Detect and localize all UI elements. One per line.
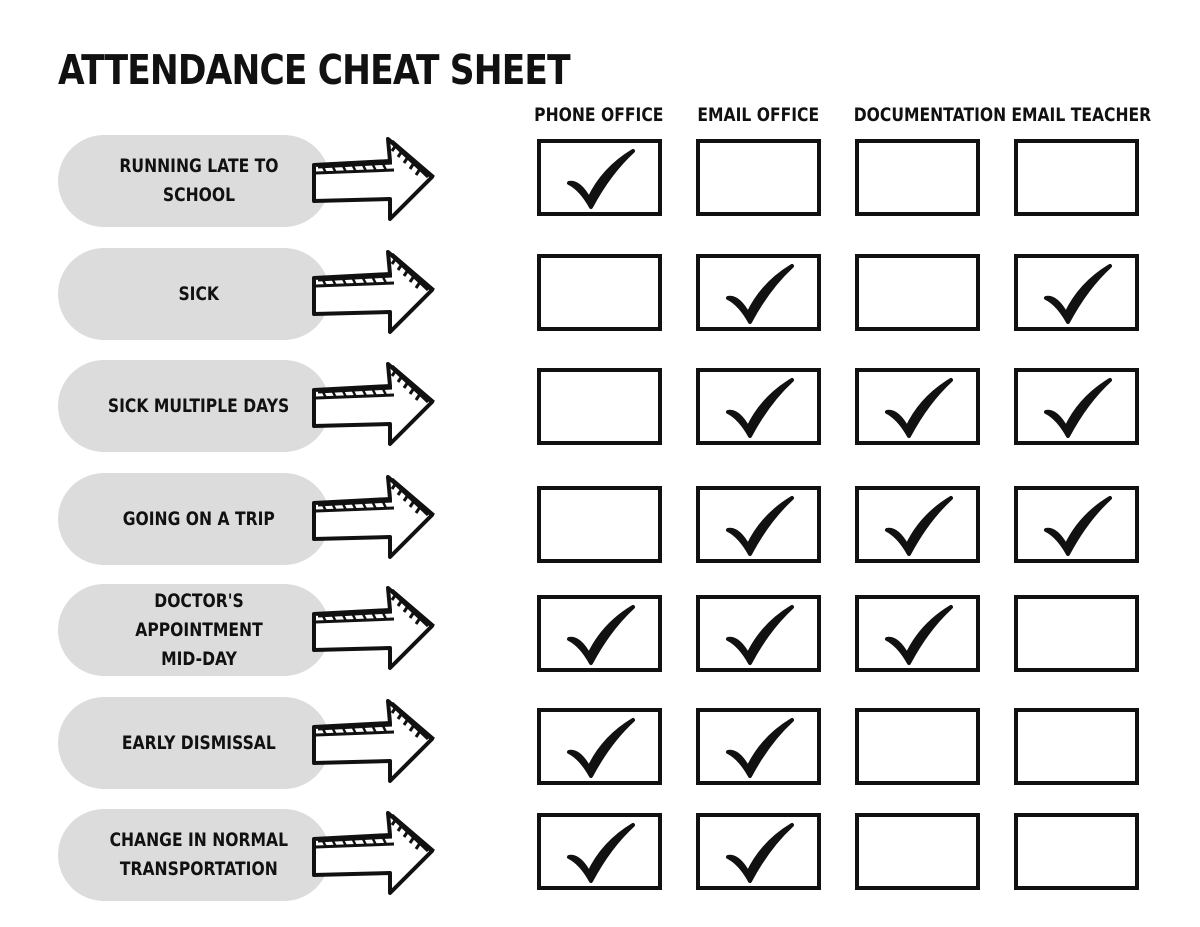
- checkbox-phone-office: [537, 708, 662, 785]
- checkmark-icon: [561, 145, 641, 211]
- checkmark-icon: [561, 819, 641, 885]
- checkbox-email-office: [696, 708, 821, 785]
- checkmark-icon: [879, 601, 959, 667]
- page-title: ATTENDANCE CHEAT SHEET: [58, 46, 570, 94]
- checkmark-icon: [720, 492, 800, 558]
- situation-label: GOING ON A TRIP: [122, 507, 276, 530]
- checkmark-icon: [720, 601, 800, 667]
- checkmark-icon: [879, 374, 959, 440]
- checkbox-email-teacher: [1014, 708, 1139, 785]
- checkbox-email-teacher: [1014, 139, 1139, 216]
- checkbox-phone-office: [537, 254, 662, 331]
- situation-pill: [58, 473, 330, 565]
- column-header-label: EMAIL OFFICE: [697, 104, 819, 126]
- checkbox-documentation: [855, 708, 980, 785]
- situation-label: SICK MULTIPLE DAYS: [108, 394, 290, 417]
- right-arrow-icon: [308, 360, 438, 450]
- right-arrow-icon: [308, 697, 438, 787]
- right-arrow-icon: [308, 248, 438, 338]
- checkbox-documentation: [855, 139, 980, 216]
- right-arrow-icon: [308, 473, 438, 563]
- situation-label: RUNNING LATE TO SCHOOL: [119, 155, 279, 206]
- checkbox-email-teacher: [1014, 595, 1139, 672]
- checkmark-icon: [720, 374, 800, 440]
- checkbox-documentation: [855, 486, 980, 563]
- situation-pill: [58, 135, 330, 227]
- checkmark-icon: [561, 714, 641, 780]
- checkbox-email-office: [696, 486, 821, 563]
- situation-pill: [58, 697, 330, 789]
- checkmark-icon: [720, 714, 800, 780]
- column-header-label: PHONE OFFICE: [534, 104, 664, 126]
- checkbox-phone-office: [537, 139, 662, 216]
- checkbox-phone-office: [537, 486, 662, 563]
- right-arrow-icon: [308, 135, 438, 225]
- checkbox-phone-office: [537, 813, 662, 890]
- checkbox-documentation: [855, 368, 980, 445]
- checkmark-icon: [561, 601, 641, 667]
- checkmark-icon: [720, 260, 800, 326]
- checkbox-email-office: [696, 368, 821, 445]
- checkbox-documentation: [855, 254, 980, 331]
- checkbox-email-teacher: [1014, 486, 1139, 563]
- checkmark-icon: [720, 819, 800, 885]
- situation-pill: [58, 248, 330, 340]
- right-arrow-icon: [308, 809, 438, 899]
- checkbox-email-office: [696, 139, 821, 216]
- situation-pill: [58, 584, 330, 676]
- checkbox-email-teacher: [1014, 813, 1139, 890]
- checkbox-documentation: [855, 595, 980, 672]
- checkbox-documentation: [855, 813, 980, 890]
- checkbox-email-teacher: [1014, 254, 1139, 331]
- checkbox-email-office: [696, 254, 821, 331]
- checkbox-phone-office: [537, 368, 662, 445]
- right-arrow-icon: [308, 584, 438, 674]
- situation-pill: [58, 360, 330, 452]
- column-header-label: DOCUMENTATION: [853, 104, 1007, 126]
- column-header-label: EMAIL TEACHER: [1011, 104, 1152, 126]
- checkbox-email-office: [696, 813, 821, 890]
- checkmark-icon: [1038, 260, 1118, 326]
- situation-label: SICK: [178, 282, 220, 305]
- column-header: [519, 104, 679, 126]
- column-header: [678, 104, 838, 126]
- situation-label: DOCTOR'S APPOINTMENT MID-DAY: [135, 589, 263, 670]
- checkbox-phone-office: [537, 595, 662, 672]
- situation-label: EARLY DISMISSAL: [122, 731, 276, 754]
- checkmark-icon: [1038, 374, 1118, 440]
- situation-pill: [58, 809, 330, 901]
- checkmark-icon: [879, 492, 959, 558]
- column-header: [837, 104, 1007, 126]
- checkmark-icon: [1038, 492, 1118, 558]
- situation-label: CHANGE IN NORMAL TRANSPORTATION: [109, 829, 289, 880]
- column-header: [996, 104, 1156, 126]
- checkbox-email-teacher: [1014, 368, 1139, 445]
- checkbox-email-office: [696, 595, 821, 672]
